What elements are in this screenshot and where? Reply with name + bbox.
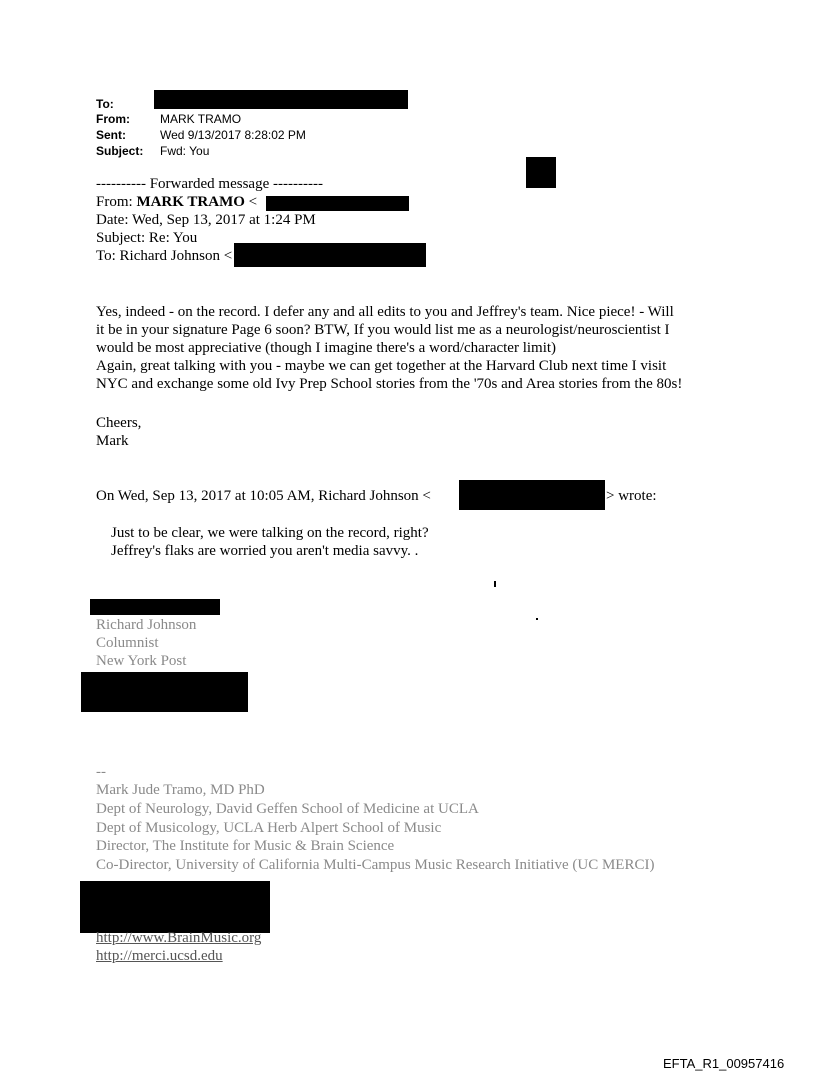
mt-name: Mark Jude Tramo, MD PhD [96, 782, 265, 798]
redaction-to [154, 90, 408, 109]
mt-line: Dept of Neurology, David Geffen School of Medicine at UCLA [96, 801, 479, 817]
body-line: NYC and exchange some old Ivy Prep School stories from the '70s and Area stories from the 80s! [96, 376, 683, 392]
sig-dashes: -- [96, 764, 106, 780]
from-label: From: [96, 112, 130, 126]
rj-title: Columnist [96, 635, 159, 651]
sent-label: Sent: [96, 128, 126, 142]
redaction-quote-email [459, 480, 605, 510]
header-to-row [96, 96, 160, 112]
quote-line-2: Jeffrey's flaks are worried you aren't media savvy. . [111, 543, 419, 559]
closing: Cheers, [96, 415, 142, 431]
forward-from-prefix: From: [96, 194, 137, 210]
signoff: Mark [96, 433, 129, 449]
forward-from-line [96, 193, 257, 211]
forward-from-suffix: < [244, 194, 258, 210]
redaction-rj-sig-bottom [81, 672, 248, 712]
subject-label: Subject: [96, 144, 144, 158]
body-line: it be in your signature Page 6 soon? BTW, If you would list me as a neurologist/neuroscientist I [96, 322, 670, 338]
redaction-mt-sig [80, 881, 270, 933]
quote-intro-suffix: > wrote: [606, 488, 657, 504]
forward-to: To: Richard Johnson < [96, 248, 233, 264]
stray-mark [536, 618, 538, 620]
header-subject-row [96, 143, 209, 159]
document-id: EFTA_R1_00957416 [663, 1056, 785, 1071]
forward-separator: ---------- Forwarded message ---------- [96, 176, 323, 192]
redaction-to-email [234, 243, 426, 267]
mt-line: Co-Director, University of California Multi-Campus Music Research Initiative (UC MERCI) [96, 857, 655, 873]
forward-subject: Subject: Re: You [96, 230, 198, 246]
subject-value: Fwd: You [160, 144, 210, 158]
forward-date: Date: Wed, Sep 13, 2017 at 1:24 PM [96, 212, 316, 228]
mt-line: Director, The Institute for Music & Brain Science [96, 838, 395, 854]
forward-from-name: MARK TRAMO [136, 194, 245, 210]
quote-intro [96, 487, 431, 505]
redaction-rj-sig-top [90, 599, 220, 615]
sent-value: Wed 9/13/2017 8:28:02 PM [160, 128, 306, 142]
header-sent-row [96, 127, 306, 143]
rj-name: Richard Johnson [96, 617, 197, 633]
header-from-row [96, 111, 241, 127]
body-line: would be most appreciative (though I imagine there's a word/character limit) [96, 340, 557, 356]
merci-link[interactable]: http://merci.ucsd.edu [96, 948, 223, 964]
brainmusic-link[interactable]: http://www.BrainMusic.org [96, 930, 262, 946]
redaction-from-email [266, 196, 409, 211]
rj-org: New York Post [96, 653, 187, 669]
to-label: To: [96, 97, 114, 111]
mt-line: Dept of Musicology, UCLA Herb Alpert School of Music [96, 820, 442, 836]
redaction-square [526, 157, 556, 188]
body-line: Again, great talking with you - maybe we can get together at the Harvard Club next time I visit [96, 358, 667, 374]
from-value: MARK TRAMO [160, 112, 242, 126]
quote-line-1: Just to be clear, we were talking on the record, right? [111, 525, 429, 541]
stray-mark [494, 581, 496, 587]
quote-intro-prefix: On Wed, Sep 13, 2017 at 10:05 AM, Richard Johnson < [96, 488, 431, 504]
body-line: Yes, indeed - on the record. I defer any and all edits to you and Jeffrey's team. Nice piece! - Will [96, 304, 674, 320]
